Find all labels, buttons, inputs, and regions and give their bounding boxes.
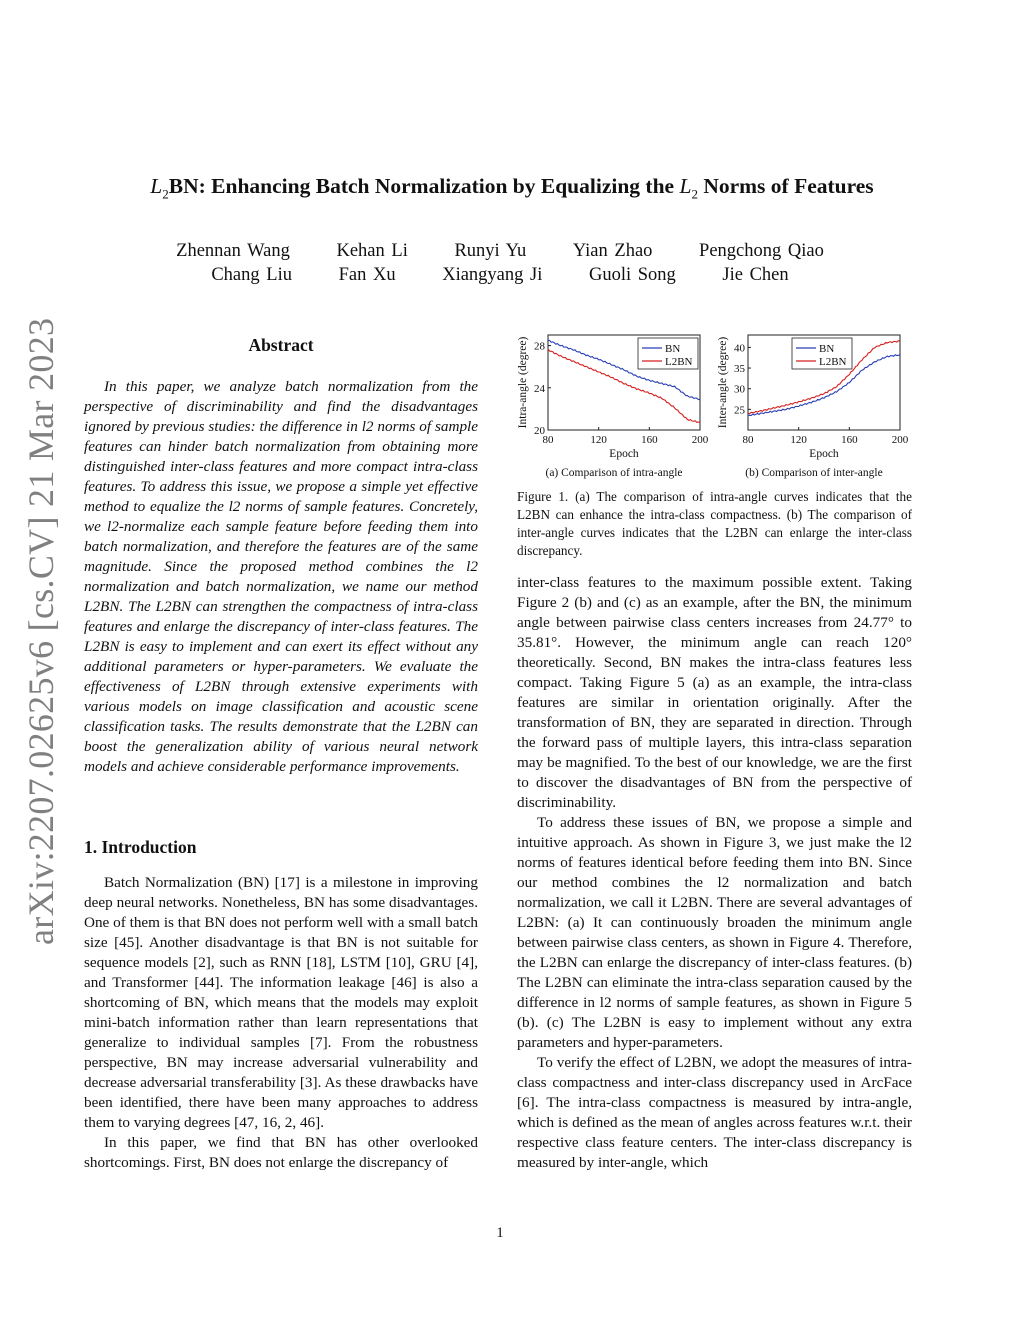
x-tick-label: 80	[742, 434, 754, 446]
intro-paragraph-1: Batch Normalization (BN) [17] is a milestone in improving deep neural networks. Nonetheless, BN has some disadvantages. One of them is that BN does not perform well with a small batch size [45]. Another disadvantage is that BN is not suitable for sequence models [2], such as RNN [18], LSTM [10], GRU [4], and Transformer [44]. The information leakage [46] is also a shortcoming of BN, which means that the models may exploit mini-batch information rather than learn representations that generalize to individual samples [7]. From the robustness perspective, BN may increase adversarial vulnerability and decrease adversarial transferability [3]. As these drawbacks have been identified, there have been many approaches to address them to varying degrees [47, 16, 2, 46].	[84, 874, 478, 1131]
intro-paragraph-2: In this paper, we find that BN has other overlooked shortcomings. First, BN does not enlarge the discrepancy of	[84, 1134, 478, 1171]
legend-label: L2BN	[665, 356, 693, 368]
abstract-heading: Abstract	[248, 335, 314, 355]
y-tick-label: 20	[534, 425, 545, 437]
author: Guoli Song	[588, 265, 676, 285]
x-tick-label: 160	[841, 434, 858, 446]
author: Fan Xu	[338, 265, 396, 285]
y-tick-label: 25	[734, 404, 745, 417]
x-tick-label: 160	[641, 434, 658, 446]
y-tick-label: 24	[534, 382, 545, 395]
x-axis-label: Epoch	[609, 448, 639, 460]
y-tick-label: 35	[734, 363, 745, 376]
x-tick-label: 120	[790, 434, 807, 446]
author: Jie Chen	[722, 265, 789, 285]
arxiv-identifier: arXiv:2207.02625v6 [cs.CV] 21 Mar 2023	[21, 317, 61, 945]
right-paragraph-3: To verify the effect of L2BN, we adopt the measures of intra-class compactness and inter-class discrepancy used in ArcFace [6]. The intra-class compactness is measured by intra-angle, which is defined as the mean of angles across features w.r.t. their respective class feature centers. The inter-class discrepancy is measured by inter-angle, which	[517, 1054, 912, 1171]
right-column	[517, 573, 912, 1173]
legend-label: BN	[819, 343, 835, 355]
author: Chang Liu	[211, 265, 292, 285]
abstract-text: In this paper, we analyze batch normalization from the perspective of discriminability and find the disadvantages ignored by previous studies: the difference in l2 norms of sample features can hinder batch normalization from obtaining more distinguished inter-class features and more compact intra-class features. To address this issue, we propose a simple yet effective method to equalize the l2 norms of sample features. Concretely, we l2-normalize each sample feature before feeding them into batch normalization, and therefore the features are of the same magnitude. Since the proposed method combines the l2 normalization and batch normalization, we name our method L2BN. The L2BN can strengthen the compactness of intra-class features and enlarge the discrepancy of inter-class features. The L2BN is easy to implement and can exert its effect without any additional parameters or hyper-parameters. We evaluate the effectiveness of L2BN through extensive experiments with various models on image classification and acoustic scene classification tasks. The results demonstrate that the L2BN can boost the generalization ability of various neural network models and achieve considerable performance improvements.	[84, 378, 478, 775]
right-paragraph-2: To address these issues of BN, we propose a simple and intuitive approach. As shown in Figure 3, we just make the l2 norms of features identical before feeding them into BN. Since our method combines the l2 normalization and batch normalization, we call it L2BN. There are several advantages of L2BN: (a) It can continuously broaden the minimum angle between pairwise class centers, as shown in Figure 4. Therefore, the L2BN can enlarge the discrepancy of inter-class features. (b) The L2BN can eliminate the intra-class separation caused by the difference in l2 norms of sample features, as shown in Figure 5 (b). (c) The L2BN is easy to implement without any extra parameters and hyper-parameters.	[517, 814, 912, 1051]
y-tick-label: 40	[734, 342, 745, 355]
y-tick-label: 30	[734, 383, 745, 396]
x-axis-label: Epoch	[809, 448, 839, 460]
intro-column	[84, 873, 478, 1173]
author: Yian Zhao	[572, 241, 653, 261]
y-axis-label: Inter-angle (degree)	[717, 336, 729, 429]
right-paragraph-1: inter-class features to the maximum possible extent. Taking Figure 2 (b) and (c) as an example, after the BN, the minimum angle between pairwise class centers increases from 24.77° to 35.81°. However, the minimum angle can reach 120° theoretically. Second, BN makes the intra-class features less compact. Taking Figure 5 (a) as an example, the intra-class features are similar in orientation originally. After the transformation of BN, they are separated in direction. Through the forward pass of multiple layers, this intra-class separation may be magnified. To the best of our knowledge, we are the first to discover the disadvantages of BN from the perspective of discriminability.	[517, 574, 912, 811]
y-axis-label: Intra-angle (degree)	[517, 336, 529, 429]
x-tick-label: 200	[891, 434, 909, 446]
page-number: 1	[496, 1225, 504, 1241]
section-heading: 1. Introduction	[84, 837, 197, 857]
author: Kehan Li	[336, 241, 408, 261]
legend-label: L2BN	[819, 356, 847, 368]
authors-row-2	[0, 265, 1000, 286]
author: Xiangyang Ji	[442, 265, 543, 285]
author: Pengchong Qiao	[699, 241, 824, 261]
paper-title: $L_2BN$: Enhancing Batch Normalization by Equalizing the $L_2$ Norms of Features	[150, 174, 874, 202]
author: Zhennan Wang	[176, 241, 290, 261]
chart-subtitle: (b) Comparison of inter-angle	[745, 467, 883, 479]
chart-subtitle: (a) Comparison of intra-angle	[545, 467, 683, 479]
legend-label: BN	[665, 343, 681, 355]
x-tick-label: 200	[691, 434, 709, 446]
authors-row-1	[0, 241, 1000, 262]
inter-angle-chart	[712, 330, 912, 480]
x-tick-label: 120	[590, 434, 607, 446]
intra-angle-chart	[512, 330, 712, 480]
author: Runyi Yu	[454, 241, 527, 261]
y-tick-label: 28	[534, 340, 545, 353]
figure-caption: Figure 1. (a) The comparison of intra-angle curves indicates that the L2BN can enhance the intra-class compactness. (b) The comparison of inter-angle curves indicates that the L2BN can enlarge the inter-class discrepancy.	[517, 489, 912, 558]
x-tick-label: 80	[542, 434, 554, 446]
